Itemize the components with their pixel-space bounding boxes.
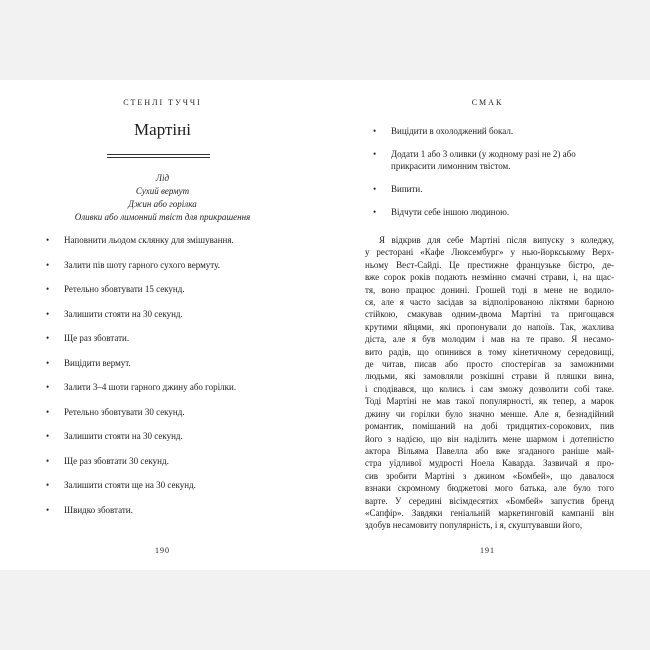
paragraph-line: взнаки скромному бюджетові мого батька, але було того xyxy=(365,483,614,494)
paragraph-line: здобув несамовиту популярність, і я, скуштувавши його, xyxy=(365,520,583,531)
left-page xyxy=(0,80,325,570)
recipe-step: • Залишити стояти ще на 30 секунд. xyxy=(46,479,305,504)
paragraph-line: романтик, помішаний на добі тридцятих-сорокових, пив xyxy=(365,421,614,432)
recipe-step: • Ретельно збовтувати 15 секунд. xyxy=(46,283,305,308)
right-page xyxy=(325,80,650,570)
recipe-step: • Ретельно збовтувати 30 секунд. xyxy=(46,406,305,431)
recipe-steps-continued xyxy=(373,125,610,229)
recipe-steps xyxy=(46,234,305,528)
recipe-step: • Вицідити вермут. xyxy=(46,357,305,382)
paragraph-line: і сподівався, що колись і сам зможу дозволити собі таке. xyxy=(365,383,614,394)
paragraph-line: джину чи горілки було значно менше. Але я, безнадійний xyxy=(365,408,614,419)
ingredient: Лід xyxy=(155,173,170,183)
paragraph-line: у ресторані «Кафе Люксембург» у нью-йоркському Верх- xyxy=(365,247,614,258)
paragraph-line: варте. У середині вісімдесятих «Бомбей» запустив бренд xyxy=(365,495,614,506)
ingredient: Оливки або лимонний твіст для прикрашення xyxy=(74,212,251,222)
paragraph-line: його з надією, що він наділить мене шармом і дотепністю xyxy=(365,433,614,444)
recipe-step: • Відчути себе іншою людиною. xyxy=(373,206,610,218)
paragraph-line: ньому Вест-Сайді. Це престижне французьке бістро, де- xyxy=(365,259,614,270)
recipe-step: • Залишити стояти на 30 секунд. xyxy=(46,308,305,333)
recipe-step: • Випити. xyxy=(373,183,610,195)
recipe-step: • Вицідити в охолоджений бокал. xyxy=(373,125,610,137)
paragraph-line: стійкою, смакував одним-двома Мартіні та пригощався xyxy=(365,309,614,320)
recipe-step: • Додати 1 або 3 оливки (у жодному разі не 2) або прикрасити лимонним твістом. xyxy=(373,148,610,172)
recipe-step: • Швидко збовтати. xyxy=(46,504,305,529)
body-paragraph xyxy=(365,234,614,532)
recipe-step: • Ще раз збовтати 30 секунд. xyxy=(46,455,305,480)
ingredients-list xyxy=(0,172,325,224)
paragraph-line: Я відкрив для себе Мартіні після випуску з коледжу, xyxy=(379,235,614,245)
paragraph-line: тя, воно працює донині. Грошей тоді в мене не водило- xyxy=(365,284,614,295)
paragraph-line: де читав, писав або просто спостерігав за заможними xyxy=(365,359,614,370)
chapter-title: Мартіні xyxy=(134,120,191,139)
title-rule xyxy=(107,154,210,158)
paragraph-line: людьми, які замовляли розкішні страви й пляшки вина, xyxy=(365,371,614,382)
ingredient: Джин або горілка xyxy=(128,199,197,209)
page-number: 190 xyxy=(155,546,170,555)
book-spread xyxy=(0,80,650,570)
paragraph-line: вито радів, що опинився в тому кінетичному середовищі, xyxy=(365,346,614,357)
recipe-step: • Ще раз збовтати. xyxy=(46,332,305,357)
recipe-step: • Залити пів шоту гарного сухого вермуту. xyxy=(46,259,305,284)
paragraph-line: ся, але я часто засідав за відполірованою ліктями барною xyxy=(365,297,614,308)
recipe-step: • Залити 3–4 шоти гарного джину або горілки. xyxy=(46,381,305,406)
paragraph-line: вже сорок років подають незмінно смачні страви, і, на щас- xyxy=(365,272,614,283)
paragraph-line: крутими яйцями, які пропонували до напоїв. Так, жахлива xyxy=(365,321,614,332)
paragraph-line: «Сапфір». Завдяки геніальній маркетинговій кампанії він xyxy=(365,507,614,518)
paragraph-line: сив зробити Мартіні з джином «Бомбей», що давалося xyxy=(365,470,614,481)
paragraph-line: діста, але я був молодим і мав на те право. Я несамо- xyxy=(365,334,614,345)
running-head-author: СТЕНЛІ ТУЧЧІ xyxy=(123,98,202,107)
ingredient: Сухий вермут xyxy=(135,186,190,196)
recipe-step: • Наповнити льодом склянку для змішування. xyxy=(46,234,305,259)
paragraph-line: Тоді Мартіні не мав такої популярності, як тепер, а марок xyxy=(365,396,614,407)
running-head-chapter: СМАК xyxy=(471,98,504,107)
paragraph-line: актора Вільяма Павелла або вже згаданого раніше май- xyxy=(365,445,614,456)
recipe-step: • Залишити стояти на 30 секунд. xyxy=(46,430,305,455)
page-number: 191 xyxy=(480,546,495,555)
paragraph-line: стра уїдливої мудрості Ноела Каварда. Зазвичай я про- xyxy=(365,458,614,469)
